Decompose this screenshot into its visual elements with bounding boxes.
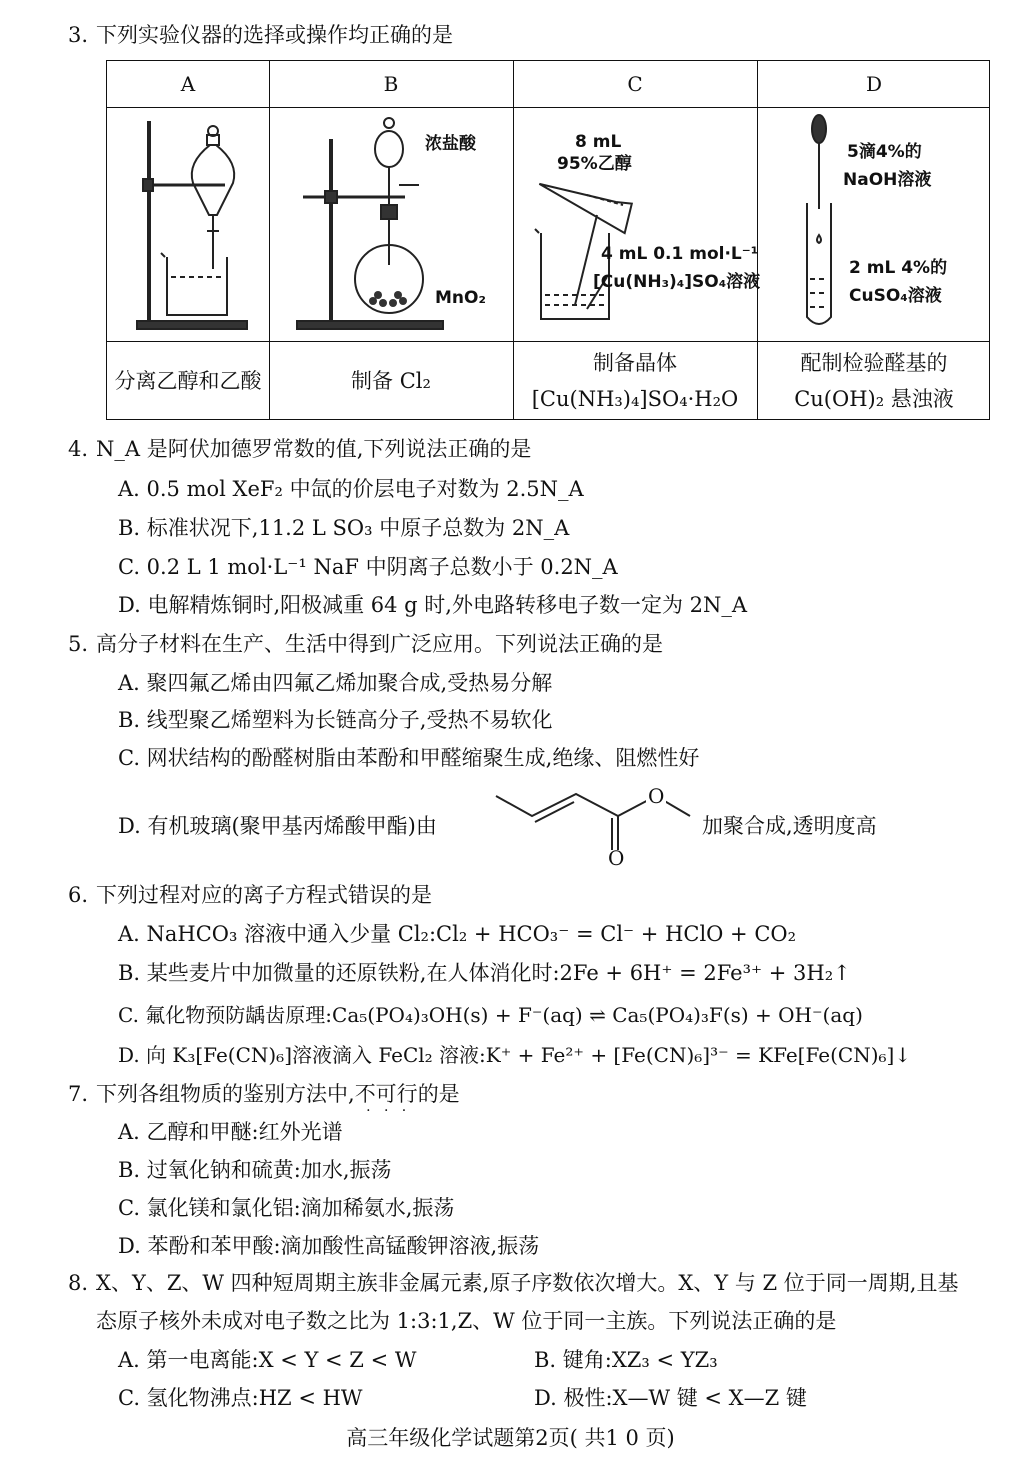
q7-stem: 下列各组物质的鉴别方法中,不可行 · · · 的是 xyxy=(96,1082,460,1119)
q5-option-d-suffix: 加聚合成,透明度高 xyxy=(702,814,877,838)
q7-option-d: D. 苯酚和苯甲酸:滴加酸性高锰酸钾溶液,振荡 xyxy=(118,1234,540,1258)
q7-option-c: C. 氯化镁和氯化铝:滴加稀氨水,振荡 xyxy=(118,1196,455,1220)
q8-stem-line1: X、Y、Z、W 四种短周期主族非金属元素,原子序数依次增大。X、Y 与 Z 位于同一周期,且基 xyxy=(96,1271,959,1295)
test-tube-dropper-apparatus xyxy=(793,109,853,337)
label-cuso4-volume: 2 mL 4%的 xyxy=(849,258,948,278)
q7-option-b: B. 过氧化钠和硫黄:加水,振荡 xyxy=(118,1158,392,1182)
q7-option-a: A. 乙醇和甲醚:红外光谱 xyxy=(118,1120,343,1144)
crystallization-apparatus xyxy=(527,109,747,337)
q6-number: 6. xyxy=(68,883,89,907)
label-mno2: MnO₂ xyxy=(435,288,486,308)
q7-number: 7. xyxy=(68,1082,89,1106)
methyl-crotonate-structure xyxy=(480,782,702,877)
caption-c: 制备晶体 [Cu(NH₃)₄]SO₄·H₂O xyxy=(531,351,739,411)
label-ethanol-conc: 95%乙醇 xyxy=(557,154,632,174)
q3-stem: 下列实验仪器的选择或操作均正确的是 xyxy=(96,23,453,47)
label-conc-hcl: 浓盐酸 xyxy=(425,134,476,154)
label-ethanol-volume: 8 mL xyxy=(575,132,622,152)
header-d: D xyxy=(865,72,883,96)
q5-option-d-text: D. 有机玻璃(聚甲基丙烯酸甲酯)由 xyxy=(118,814,437,838)
q6-option-b: B. 某些麦片中加微量的还原铁粉,在人体消化时:2Fe + 6H⁺ = 2Fe³⁺ + 3H₂↑ xyxy=(118,961,851,985)
label-complex-solution: [Cu(NH₃)₄]SO₄溶液 xyxy=(593,272,761,292)
q4-stem: N_A 是阿伏加德罗常数的值,下列说法正确的是 xyxy=(96,437,532,461)
q8-option-b: B. 键角:XZ₃ < YZ₃ xyxy=(534,1348,718,1372)
emphasis-not-feasible: 不可行 · · · xyxy=(354,1082,418,1119)
q5-option-b: B. 线型聚乙烯塑料为长链高分子,受热不易软化 xyxy=(118,708,553,732)
ester-oxygen: O xyxy=(648,784,665,808)
q3-number: 3. xyxy=(68,23,89,47)
q5-number: 5. xyxy=(68,632,89,656)
label-complex-volume: 4 mL 0.1 mol·L⁻¹ xyxy=(601,244,759,264)
q8-option-c: C. 氢化物沸点:HZ < HW xyxy=(118,1386,363,1410)
q6-stem: 下列过程对应的离子方程式错误的是 xyxy=(96,883,432,907)
caption-b: 制备 Cl₂ xyxy=(351,369,431,393)
q5-option-c: C. 网状结构的酚醛树脂由苯酚和甲醛缩聚生成,绝缘、阻燃性好 xyxy=(118,746,700,770)
q5-stem: 高分子材料在生产、生活中得到广泛应用。下列说法正确的是 xyxy=(96,632,663,656)
header-a: A xyxy=(180,72,196,96)
q4-option-d: D. 电解精炼铜时,阳极减重 64 g 时,外电路转移电子数一定为 2N_A xyxy=(118,593,748,617)
carbonyl-oxygen: O xyxy=(608,846,625,870)
header-c: C xyxy=(627,72,643,96)
q4-option-c: C. 0.2 L 1 mol·L⁻¹ NaF 中阴离子总数小于 0.2N_A xyxy=(118,555,618,579)
label-naoh-solution: NaOH溶液 xyxy=(843,170,932,190)
q8-stem-line2: 态原子核外未成对电子数之比为 1:3:1,Z、W 位于同一主族。下列说法正确的是 xyxy=(96,1309,837,1333)
q8-number: 8. xyxy=(68,1271,89,1295)
caption-d: 配制检验醛基的 Cu(OH)₂ 悬浊液 xyxy=(794,351,954,411)
header-b: B xyxy=(383,72,399,96)
label-naoh-drops: 5滴4%的 xyxy=(847,142,922,162)
q4-number: 4. xyxy=(68,437,89,461)
caption-a: 分离乙醇和乙酸 xyxy=(114,369,262,393)
q4-option-b: B. 标准状况下,11.2 L SO₃ 中原子总数为 2N_A xyxy=(118,516,570,540)
q6-option-c: C. 氟化物预防龋齿原理:Ca₅(PO₄)₃OH(s) + F⁻(aq) ⇌ Ca₅(PO₄)₃F(s) + OH⁻(aq) xyxy=(118,1003,863,1027)
q5-option-a: A. 聚四氟乙烯由四氟乙烯加聚合成,受热易分解 xyxy=(118,671,553,695)
chlorine-generator-apparatus xyxy=(295,109,445,337)
page-footer: 高三年级化学试题第2页( 共1 0 页) xyxy=(346,1426,675,1450)
q6-option-d: D. 向 K₃[Fe(CN)₆]溶液滴入 FeCl₂ 溶液:K⁺ + Fe²⁺ + [Fe(CN)₆]³⁻ = KFe[Fe(CN)₆]↓ xyxy=(118,1043,912,1067)
q3-options-table xyxy=(106,60,990,420)
q8-option-d: D. 极性:X—W 键 < X—Z 键 xyxy=(534,1386,807,1410)
label-cuso4-solution: CuSO₄溶液 xyxy=(849,286,942,306)
q6-option-a: A. NaHCO₃ 溶液中通入少量 Cl₂:Cl₂ + HCO₃⁻ = Cl⁻ + HClO + CO₂ xyxy=(118,922,797,946)
q4-option-a: A. 0.5 mol XeF₂ 中氙的价层电子对数为 2.5N_A xyxy=(118,477,584,501)
separatory-funnel-apparatus xyxy=(127,109,257,337)
q8-option-a: A. 第一电离能:X < Y < Z < W xyxy=(118,1348,417,1372)
